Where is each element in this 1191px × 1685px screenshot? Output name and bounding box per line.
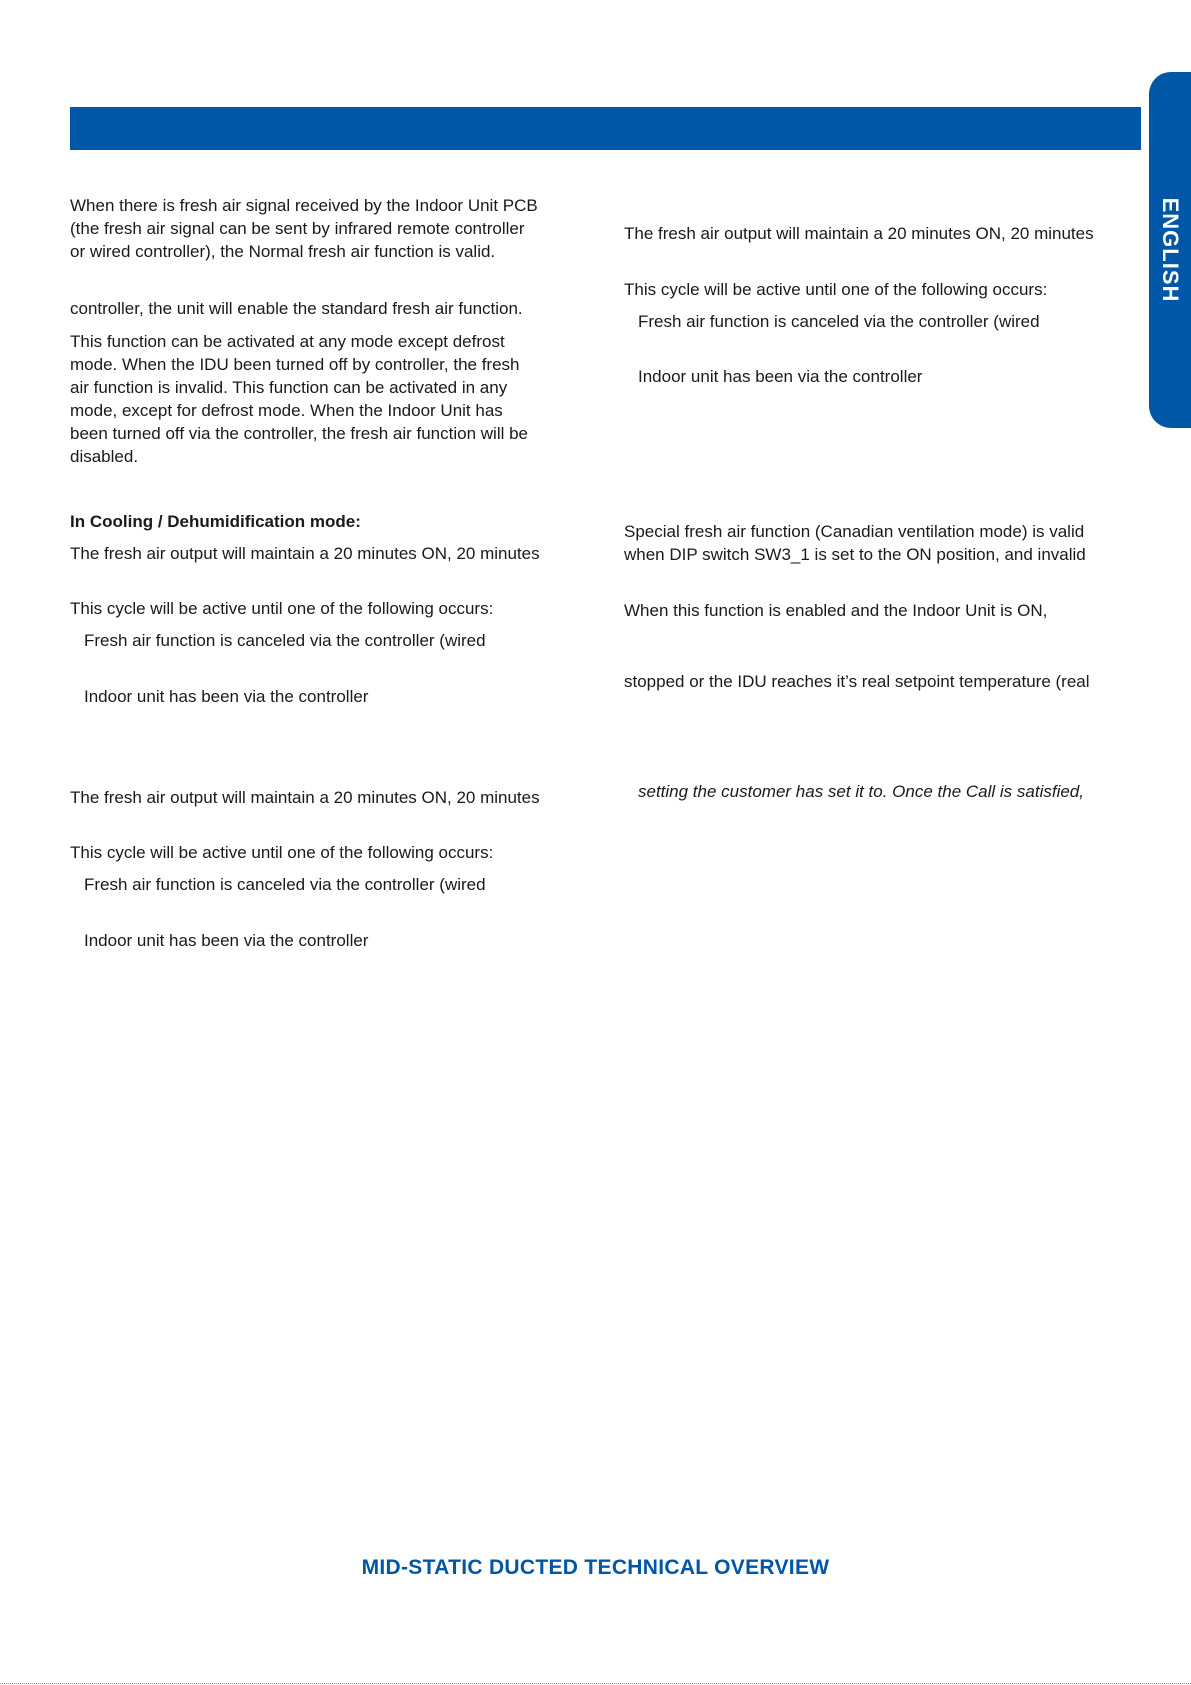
cooling-output-line: The fresh air output will maintain a 20 minutes ON, 20 minutes (70, 544, 540, 563)
activation-line-4: mode, except for defrost mode. When the Indoor Unit has (70, 401, 503, 420)
right-bullet-1: Fresh air function is canceled via the controller (wired (638, 312, 1040, 331)
bottom-dotted-divider (0, 1683, 1191, 1684)
activation-line-3: air function is invalid. This function can be activated in any (70, 378, 508, 397)
right-output-line: The fresh air output will maintain a 20 minutes ON, 20 minutes (624, 224, 1094, 243)
section-header-bar (70, 107, 1141, 150)
activation-line-5: been turned off via the controller, the fresh air function will be (70, 424, 529, 443)
language-tab-label: ENGLISH (1158, 197, 1183, 303)
special-line-2: when DIP switch SW3_1 is set to the ON position, and invalid (624, 545, 1086, 564)
activation-line-1: This function can be activated at any mode except defrost (70, 332, 505, 351)
second-bullet-2: Indoor unit has been via the controller (84, 931, 369, 950)
standard-function-line: controller, the unit will enable the standard fresh air function. (70, 299, 523, 318)
italic-setting-line: setting the customer has set it to. Once the Call is satisfied, (638, 782, 1084, 801)
cooling-mode-heading: In Cooling / Dehumidification mode: (70, 512, 361, 531)
activation-line-6: disabled. (70, 447, 139, 466)
footer-title: MID-STATIC DUCTED TECHNICAL OVERVIEW (361, 1556, 830, 1579)
cooling-cycle-line: This cycle will be active until one of the following occurs: (70, 599, 494, 618)
right-bullet-2: Indoor unit has been via the controller (638, 367, 923, 386)
intro-line-3: or wired controller), the Normal fresh air function is valid. (70, 242, 496, 261)
cooling-bullet-2: Indoor unit has been via the controller (84, 687, 369, 706)
right-cycle-line: This cycle will be active until one of the following occurs: (624, 280, 1048, 299)
second-output-line: The fresh air output will maintain a 20 minutes ON, 20 minutes (70, 788, 540, 807)
intro-line-2: (the fresh air signal can be sent by infrared remote controller (70, 219, 525, 238)
stopped-line: stopped or the IDU reaches it’s real setpoint temperature (real (624, 672, 1090, 691)
special-line-1: Special fresh air function (Canadian ventilation mode) is valid (624, 522, 1085, 541)
second-cycle-line: This cycle will be active until one of the following occurs: (70, 843, 494, 862)
second-bullet-1: Fresh air function is canceled via the controller (wired (84, 875, 486, 894)
intro-line-1: When there is fresh air signal received by the Indoor Unit PCB (70, 196, 538, 215)
activation-line-2: mode. When the IDU been turned off by controller, the fresh (70, 355, 520, 374)
cooling-bullet-1: Fresh air function is canceled via the controller (wired (84, 631, 486, 650)
enabled-line: When this function is enabled and the Indoor Unit is ON, (624, 601, 1048, 620)
